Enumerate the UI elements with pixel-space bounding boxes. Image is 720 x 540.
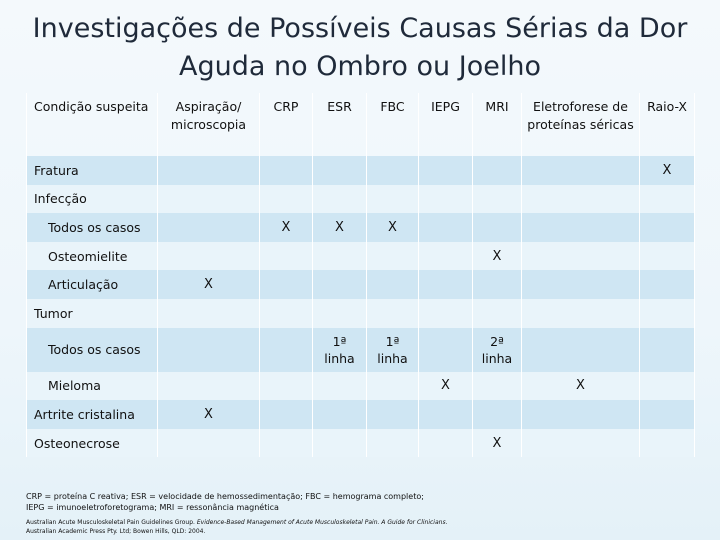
header-condicao: Condição suspeita [27,93,158,156]
investigations-table-container [26,93,694,457]
row-condition-label: Osteonecrose [27,429,158,458]
table-cell [367,400,419,429]
title-line-2: Aguda no Ombro ou Joelho [179,51,541,82]
table-cell: X [522,372,640,401]
row-condition-label: Articulação [27,270,158,299]
source-line-2: Australian Academic Press Pty. Ltd; Bowen Hills, QLD: 2004. [26,528,206,535]
table-cell [313,429,367,458]
table-cell [260,270,313,299]
table-cell [419,400,473,429]
investigations-table [26,93,695,457]
table-cell [313,156,367,185]
table-cell [473,372,522,401]
table-cell [522,328,640,372]
header-raio-x: Raio-X [640,93,695,156]
table-cell [419,213,473,242]
table-cell [260,242,313,271]
table-cell [260,429,313,458]
source-line-1 [26,518,706,527]
table-cell [313,270,367,299]
table-row [27,156,695,185]
table-cell [419,185,473,214]
table-cell [367,299,419,328]
table-cell [419,242,473,271]
table-cell: X [260,213,313,242]
table-cell [419,328,473,372]
table-cell: X [473,242,522,271]
footnote-line-2: IEPG = imunoeletroforetograma; MRI = ressonância magnética [26,503,279,512]
table-cell [640,429,695,458]
header-mri: MRI [473,93,522,156]
table-cell [260,400,313,429]
footnote-line-1: CRP = proteína C reativa; ESR = velocidade de hemossedimentação; FBC = hemograma completo; [26,492,424,501]
table-header-row [27,93,695,156]
table-cell [158,242,260,271]
table-cell [419,299,473,328]
row-condition-label: Osteomielite [27,242,158,271]
table-cell [260,372,313,401]
header-crp: CRP [260,93,313,156]
header-esr: ESR [313,93,367,156]
table-row [27,299,695,328]
table-cell [313,185,367,214]
source-authors: Australian Acute Musculoskeletal Pain Guidelines Group. [26,519,197,526]
table-cell [522,213,640,242]
table-cell [260,328,313,372]
table-cell [640,400,695,429]
slide-title [0,10,720,86]
table-cell [419,156,473,185]
table-cell: 1ª linha [367,328,419,372]
table-cell [158,328,260,372]
table-cell [473,156,522,185]
table-cell: X [419,372,473,401]
table-cell [260,185,313,214]
table-cell [158,185,260,214]
table-cell [158,429,260,458]
table-cell [640,328,695,372]
table-cell: 2ª linha [473,328,522,372]
table-cell [158,372,260,401]
table-cell [313,400,367,429]
table-row [27,213,695,242]
header-fbc: FBC [367,93,419,156]
table-cell [313,242,367,271]
table-cell [260,156,313,185]
table-cell [522,185,640,214]
table-cell [367,156,419,185]
table-cell [522,400,640,429]
table-cell [158,299,260,328]
table-cell [367,372,419,401]
table-row [27,328,695,372]
table-cell: X [313,213,367,242]
table-cell [522,429,640,458]
table-cell: X [367,213,419,242]
table-cell [522,242,640,271]
table-cell [158,213,260,242]
table-cell [640,270,695,299]
table-cell [367,185,419,214]
table-cell [640,299,695,328]
table-cell [473,185,522,214]
table-cell [158,156,260,185]
source-citation [26,518,706,536]
table-cell [473,400,522,429]
source-book-title: Evidence-Based Management of Acute Musculoskeletal Pain. A Guide for Clinicians. [196,519,448,526]
table-cell [313,299,367,328]
table-cell [367,270,419,299]
table-row [27,372,695,401]
table-cell: X [640,156,695,185]
row-condition-label: Todos os casos [27,328,158,372]
table-cell [419,429,473,458]
table-row [27,242,695,271]
table-cell [522,270,640,299]
table-cell [640,372,695,401]
title-line-1: Investigações de Possíveis Causas Sérias da Dor [32,13,688,44]
table-cell [473,213,522,242]
table-cell [367,429,419,458]
header-iepg: IEPG [419,93,473,156]
table-cell [640,185,695,214]
table-row [27,400,695,429]
table-cell [640,213,695,242]
table-cell [260,299,313,328]
row-condition-label: Mieloma [27,372,158,401]
table-cell: 1ª linha [313,328,367,372]
table-cell [522,299,640,328]
abbreviations-footnote [26,491,706,513]
table-row [27,185,695,214]
row-condition-label: Fratura [27,156,158,185]
table-cell [640,242,695,271]
table-cell [522,156,640,185]
row-condition-label: Artrite cristalina [27,400,158,429]
table-cell: X [158,270,260,299]
table-cell [473,299,522,328]
table-cell [313,372,367,401]
table-cell [367,242,419,271]
row-condition-label: Tumor [27,299,158,328]
table-cell: X [158,400,260,429]
table-row [27,270,695,299]
row-condition-label: Infecção [27,185,158,214]
table-row [27,429,695,458]
header-eletroforese: Eletroforese de proteínas séricas [522,93,640,156]
table-cell [419,270,473,299]
table-cell [473,270,522,299]
table-cell: X [473,429,522,458]
row-condition-label: Todos os casos [27,213,158,242]
header-aspiracao: Aspiração/ microscopia [158,93,260,156]
